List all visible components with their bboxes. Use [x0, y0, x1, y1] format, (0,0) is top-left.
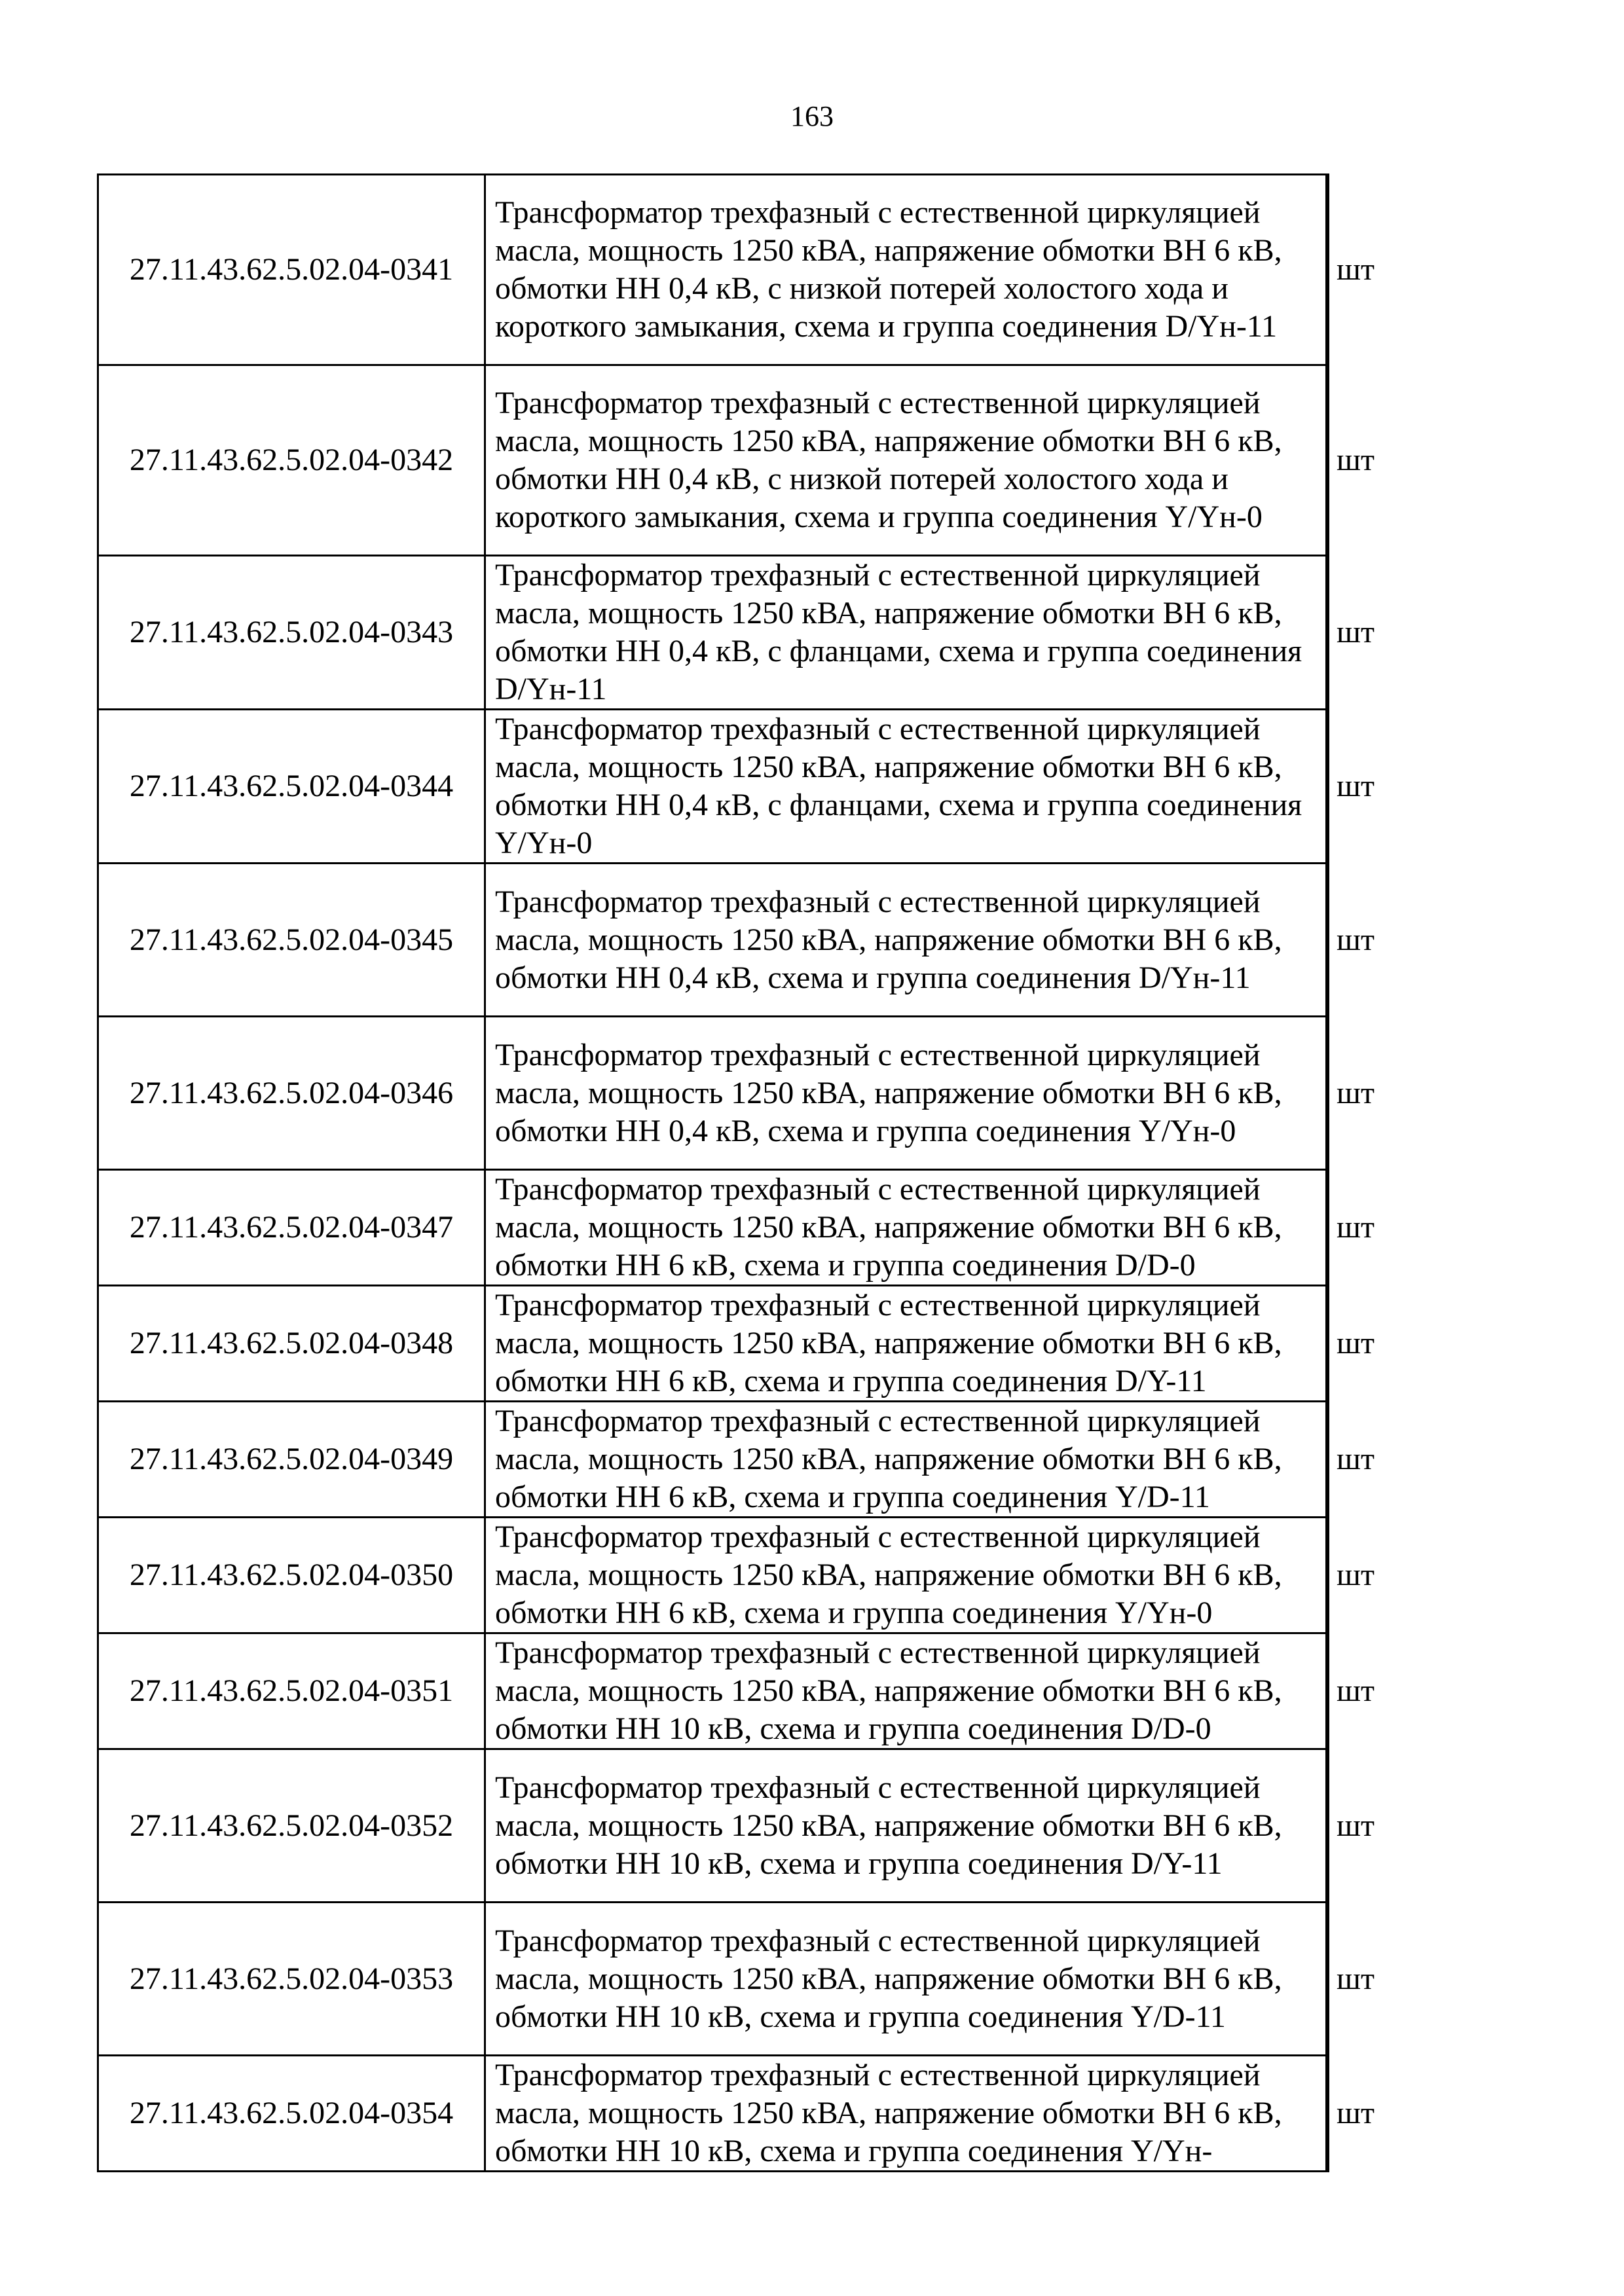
resource-description: Трансформатор трехфазный с естественной циркуляцией масла, мощность 1250 кВА, напряжение обмотки ВН 6 кВ, обмотки НН 0,4 кВ, схема и группа соединения D/Yн-11 — [485, 864, 1327, 1017]
table-row — [98, 365, 1329, 556]
resource-description: Трансформатор трехфазный с естественной циркуляцией масла, мощность 1250 кВА, напряжение обмотки ВН 6 кВ, обмотки НН 10 кВ, схема и группа соединения D/D-0 — [485, 1633, 1327, 1749]
table-row — [98, 864, 1329, 1017]
resource-description: Трансформатор трехфазный с естественной циркуляцией масла, мощность 1250 кВА, напряжение обмотки ВН 6 кВ, обмотки НН 10 кВ, схема и группа соединения D/Y-11 — [485, 1749, 1327, 1903]
unit-of-measure: шт — [1327, 365, 1329, 556]
resource-code: 27.11.43.62.5.02.04-0342 — [98, 365, 485, 556]
resource-code: 27.11.43.62.5.02.04-0347 — [98, 1170, 485, 1286]
unit-of-measure: шт — [1327, 1518, 1329, 1633]
unit-of-measure: шт — [1327, 1170, 1329, 1286]
table-row — [98, 175, 1329, 365]
unit-of-measure: шт — [1327, 556, 1329, 710]
resource-description: Трансформатор трехфазный с естественной циркуляцией масла, мощность 1250 кВА, напряжение обмотки ВН 6 кВ, обмотки НН 6 кВ, схема и группа соединения Y/Yн-0 — [485, 1518, 1327, 1633]
resource-code: 27.11.43.62.5.02.04-0344 — [98, 710, 485, 864]
table-row — [98, 1286, 1329, 1402]
resource-description: Трансформатор трехфазный с естественной циркуляцией масла, мощность 1250 кВА, напряжение обмотки ВН 6 кВ, обмотки НН 0,4 кВ, с фланцами, схема и группа соединения Y/Yн-0 — [485, 710, 1327, 864]
table-row — [98, 1633, 1329, 1749]
resource-code: 27.11.43.62.5.02.04-0353 — [98, 1903, 485, 2056]
resource-description: Трансформатор трехфазный с естественной циркуляцией масла, мощность 1250 кВА, напряжение обмотки ВН 6 кВ, обмотки НН 10 кВ, схема и группа соединения Y/Yн- — [485, 2056, 1327, 2172]
resource-code: 27.11.43.62.5.02.04-0350 — [98, 1518, 485, 1633]
resource-code: 27.11.43.62.5.02.04-0348 — [98, 1286, 485, 1402]
unit-of-measure: шт — [1327, 710, 1329, 864]
unit-of-measure: шт — [1327, 1749, 1329, 1903]
table-row — [98, 1749, 1329, 1903]
resource-code: 27.11.43.62.5.02.04-0341 — [98, 175, 485, 365]
resource-code: 27.11.43.62.5.02.04-0351 — [98, 1633, 485, 1749]
table-row — [98, 2056, 1329, 2172]
resource-code: 27.11.43.62.5.02.04-0354 — [98, 2056, 485, 2172]
table-row — [98, 1017, 1329, 1170]
unit-of-measure: шт — [1327, 1286, 1329, 1402]
resource-code: 27.11.43.62.5.02.04-0352 — [98, 1749, 485, 1903]
table-row — [98, 1903, 1329, 2056]
resource-description: Трансформатор трехфазный с естественной циркуляцией масла, мощность 1250 кВА, напряжение обмотки ВН 6 кВ, обмотки НН 0,4 кВ, с низкой потерей холостого хода и короткого замыкания, схема и группа соединения D/Yн-11 — [485, 175, 1327, 365]
resource-description: Трансформатор трехфазный с естественной циркуляцией масла, мощность 1250 кВА, напряжение обмотки ВН 6 кВ, обмотки НН 0,4 кВ, с фланцами, схема и группа соединения D/Yн-11 — [485, 556, 1327, 710]
resource-code: 27.11.43.62.5.02.04-0349 — [98, 1402, 485, 1518]
resource-description: Трансформатор трехфазный с естественной циркуляцией масла, мощность 1250 кВА, напряжение обмотки ВН 6 кВ, обмотки НН 0,4 кВ, с низкой потерей холостого хода и короткого замыкания, схема и группа соединения Y/Yн-0 — [485, 365, 1327, 556]
table-row — [98, 710, 1329, 864]
page-number: 163 — [790, 100, 834, 132]
unit-of-measure: шт — [1327, 1017, 1329, 1170]
table-row — [98, 1518, 1329, 1633]
table-body — [98, 175, 1375, 2172]
unit-of-measure: шт — [1327, 1633, 1329, 1749]
resource-description: Трансформатор трехфазный с естественной циркуляцией масла, мощность 1250 кВА, напряжение обмотки ВН 6 кВ, обмотки НН 0,4 кВ, схема и группа соединения Y/Yн-0 — [485, 1017, 1327, 1170]
resource-description: Трансформатор трехфазный с естественной циркуляцией масла, мощность 1250 кВА, напряжение обмотки ВН 6 кВ, обмотки НН 6 кВ, схема и группа соединения D/Y-11 — [485, 1286, 1327, 1402]
table-row — [98, 1402, 1329, 1518]
resource-description: Трансформатор трехфазный с естественной циркуляцией масла, мощность 1250 кВА, напряжение обмотки ВН 6 кВ, обмотки НН 10 кВ, схема и группа соединения Y/D-11 — [485, 1903, 1327, 2056]
unit-of-measure: шт — [1327, 864, 1329, 1017]
unit-of-measure: шт — [1327, 1903, 1329, 2056]
resource-table — [97, 173, 1375, 2172]
resource-description: Трансформатор трехфазный с естественной циркуляцией масла, мощность 1250 кВА, напряжение обмотки ВН 6 кВ, обмотки НН 6 кВ, схема и группа соединения Y/D-11 — [485, 1402, 1327, 1518]
table-row — [98, 556, 1329, 710]
unit-of-measure: шт — [1327, 1402, 1329, 1518]
resource-code: 27.11.43.62.5.02.04-0343 — [98, 556, 485, 710]
unit-of-measure: шт — [1327, 2056, 1329, 2172]
resource-description: Трансформатор трехфазный с естественной циркуляцией масла, мощность 1250 кВА, напряжение обмотки ВН 6 кВ, обмотки НН 6 кВ, схема и группа соединения D/D-0 — [485, 1170, 1327, 1286]
resource-code: 27.11.43.62.5.02.04-0346 — [98, 1017, 485, 1170]
unit-of-measure: шт — [1327, 175, 1329, 365]
table-row — [98, 1170, 1329, 1286]
resource-code: 27.11.43.62.5.02.04-0345 — [98, 864, 485, 1017]
